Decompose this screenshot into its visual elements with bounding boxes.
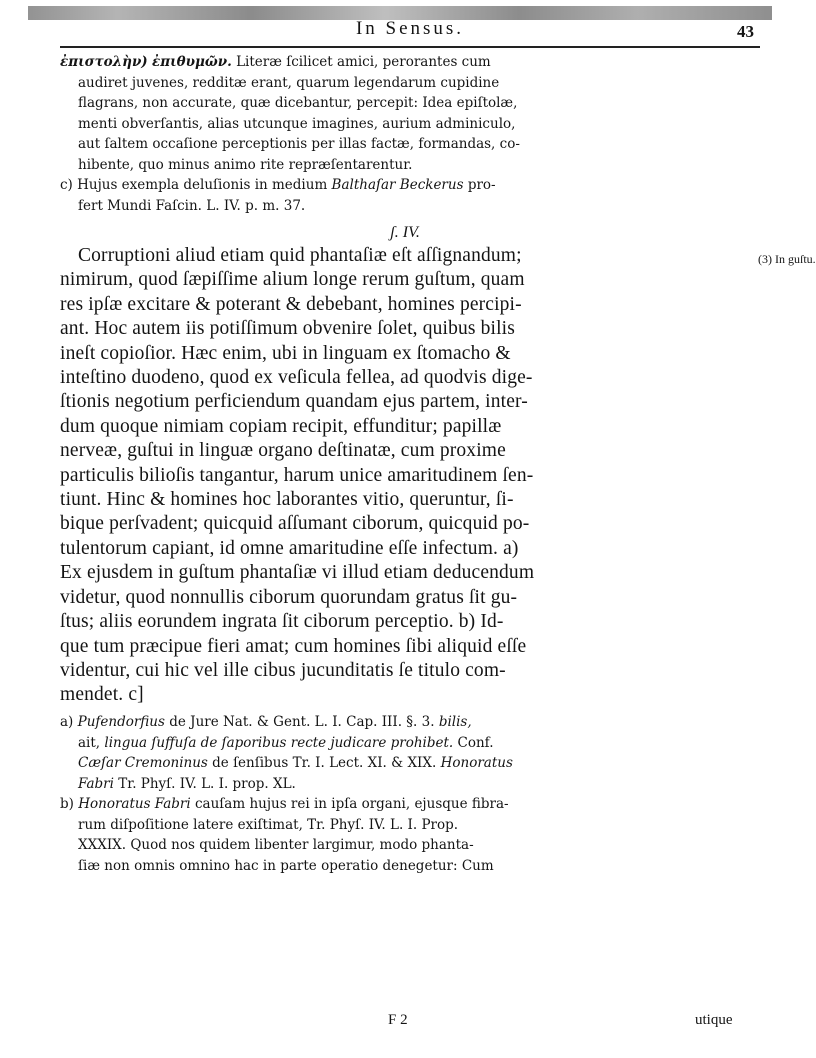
note-c-end: pro- — [467, 177, 496, 193]
page-number: 43 — [737, 22, 754, 41]
note-c-name: Balthaſar Beckerus — [331, 177, 464, 193]
greek-word: ἐπιστολὴν) — [60, 54, 148, 70]
text-line: bique perſvadent; quicquid aſſumant ciborum, quicquid po- — [60, 513, 530, 535]
footnote-author: Honoratus Fabri — [78, 796, 191, 812]
footnote-author: Cæſar Cremoninus — [78, 755, 208, 771]
footnote-italic: bilis, — [438, 714, 472, 730]
note-line: flagrans, non accurate, quæ dicebantur, percepit: Idea epiſtolæ, — [78, 95, 518, 111]
footnote-author: Pufendorfius — [77, 714, 165, 730]
text-line: ant. Hoc autem iis potiſſimum obvenire ſolet, quibus bilis — [60, 318, 515, 340]
footnote-italic: lingua ſuffuſa de ſaporibus recte judicare prohibet. — [104, 734, 454, 751]
text-line: tulentorum capiant, id omne amaritudine eſſe infectum. a) — [60, 537, 519, 559]
main-text — [60, 244, 750, 708]
footnote-b-label: b) — [60, 796, 74, 812]
text-line: particulis bilioſis tangantur, harum unice amaritudinem ſen- — [60, 464, 534, 486]
text-line: que tum præcipue fieri amat; cum homines ſibi aliquid eſſe — [60, 635, 527, 657]
page-header — [60, 16, 760, 48]
footnotes — [60, 712, 750, 876]
footnote-text: Tr. Phyſ. IV. L. I. prop. XL. — [118, 775, 296, 792]
section-heading: ʃ. IV. — [390, 224, 420, 241]
running-head: In Sensus. — [355, 18, 465, 39]
text-line: videntur, cui hic vel ille cibus jucunditatis ſe titulo com- — [60, 659, 506, 681]
footnote-line: XXXIX. Quod nos quidem libenter largimur, modo phanta- — [78, 837, 474, 853]
text-line: mendet. c] — [60, 684, 144, 706]
signature-mark: F 2 — [388, 1012, 408, 1028]
text-line: Corruptioni aliud etiam quid phantaſiæ eſt aſſignandum; — [78, 245, 522, 266]
text-line: Ex ejusdem in guſtum phantaſiæ vi illud etiam deducendum — [60, 562, 535, 584]
text-line: nerveæ, guſtui in linguæ organo deſtinatæ, cum proxime — [60, 440, 506, 462]
text-line: ſtus; aliis eorundem ingrata ſit ciborum perceptio. b) Id- — [60, 611, 504, 633]
note-line: fert Mundi Faſcin. L. IV. p. m. 37. — [78, 197, 306, 214]
note-line: aut ſaltem occaſione perceptionis per illas factæ, formandas, co- — [78, 136, 520, 152]
footnote-a-label: a) — [60, 714, 74, 730]
footnote-italic: Honoratus — [440, 755, 513, 771]
footnote-line: rum diſpoſitione latere exiſtimat, Tr. Phyſ. IV. L. I. Prop. — [78, 816, 459, 833]
footnote-text: Conf. — [457, 734, 494, 751]
note-c-start: c) Hujus exempla deluſionis in medium — [60, 177, 328, 193]
footnote-text: de Jure Nat. & Gent. L. I. Cap. III. §. 3. — [169, 714, 435, 730]
footnote-text: de ſenſibus Tr. I. Lect. XI. & XIX. — [212, 755, 437, 771]
note-line: audiret juvenes, redditæ erant, quarum legendarum cupidine — [78, 74, 500, 91]
top-notes — [60, 52, 750, 216]
footnote-text: cauſam hujus rei in ipſa organi, ejusque fibra- — [195, 796, 509, 812]
text-line: ineſt copioſior. Hæc enim, ubi in linguam ex ſtomacho & — [60, 342, 511, 364]
margin-note: (3) In guſtu. — [758, 252, 816, 266]
footnote-text: ait, — [78, 734, 101, 751]
text-line: inteſtino duodeno, quod ex veſicula fellea, ad quodvis dige- — [60, 367, 533, 389]
note-line: hibente, quo minus animo rite repræſentarentur. — [78, 156, 413, 173]
text-line: res ipſæ excitare & poterant & debebant, homines percipi- — [60, 293, 522, 315]
text-line: videtur, quod nonnullis ciborum quorundam gratus ſit gu- — [60, 586, 518, 608]
text-line: ſtionis negotium perficiendum quandam ejus partem, inter- — [60, 391, 528, 413]
footnote-author: Fabri — [78, 775, 114, 792]
footnote-line: ſiæ non omnis omnino hac in parte operatio denegetur: Cum — [78, 857, 494, 874]
note-line: menti obverſantis, alias utcunque imagines, aurium adminiculo, — [78, 115, 516, 132]
text-line: dum quoque nimiam copiam recipit, effunditur; papillæ — [60, 415, 502, 437]
text-line: nimirum, quod ſæpiſſime alium longe rerum guſtum, quam — [60, 269, 525, 291]
text-line: tiunt. Hinc & homines hoc laborantes vitio, queruntur, ſi- — [60, 489, 514, 511]
greek-word-2: ἐπιθυμῶν. — [152, 54, 232, 70]
catchword: utique — [695, 1012, 733, 1028]
note-text: Literæ ſcilicet amici, perorantes cum — [236, 54, 491, 70]
